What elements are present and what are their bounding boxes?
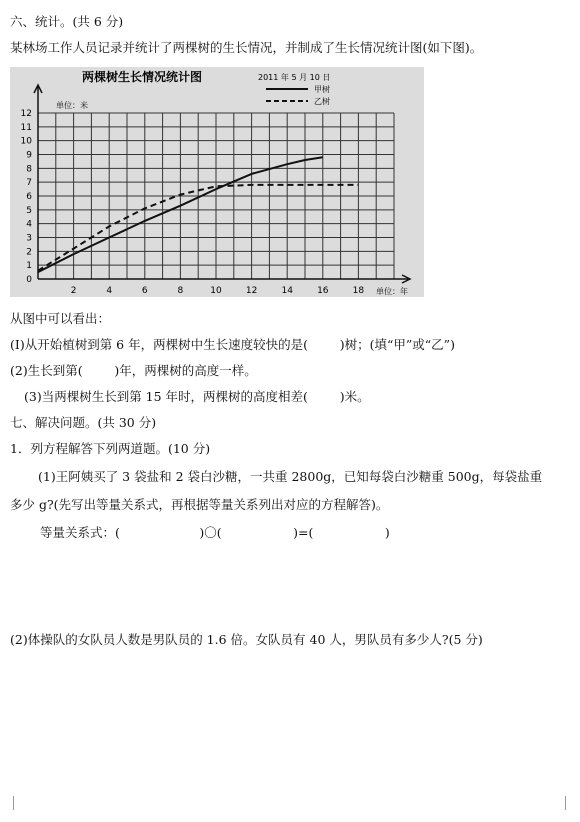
question-3: (3)当两棵树生长到第 15 年时，两棵树的高度相差( )米。 xyxy=(24,389,370,404)
y-tick-label: 3 xyxy=(26,233,32,244)
observe-lead: 从图中可以看出： xyxy=(10,311,111,326)
y-tick-label: 6 xyxy=(26,192,32,202)
chart-date: 2011 年 5 月 10 日 xyxy=(258,73,331,82)
x-tick-label: 2 xyxy=(70,286,77,296)
x-tick-label: 6 xyxy=(141,286,148,296)
legend-label-yi: 乙树 xyxy=(314,97,330,106)
problem-1-title: 1．列方程解答下列两道题。(10 分) xyxy=(10,441,211,456)
section6-intro: 某林场工作人员记录并统计了两棵树的生长情况，并制成了生长情况统计图(如下图)。 xyxy=(10,40,483,55)
equal-relation: 等量关系式：( )〇( )=( ) xyxy=(40,525,390,540)
y-unit-label: 单位：米 xyxy=(56,101,88,110)
y-tick-label: 0 xyxy=(26,275,32,285)
section6-heading: 六、统计。(共 6 分) xyxy=(10,14,124,29)
y-tick-label: 7 xyxy=(26,178,32,189)
x-tick-label: 4 xyxy=(106,286,113,296)
problem-1-text-line1: (1)王阿姨买了 3 袋盐和 2 袋白沙糖，一共重 2800g，已知每袋白沙糖重 500g，每袋盐重 xyxy=(38,469,543,484)
page-edge-right xyxy=(565,796,566,810)
x-tick-label: 18 xyxy=(352,286,365,296)
y-tick-label: 5 xyxy=(26,205,32,216)
page-edge-left xyxy=(13,796,14,810)
y-tick-label: 9 xyxy=(26,150,32,161)
y-tick-label: 11 xyxy=(20,122,32,133)
question-2: (2)生长到第( )年，两棵树的高度一样。 xyxy=(10,363,257,378)
x-tick-label: 12 xyxy=(245,286,258,296)
problem-2: (2)体操队的女队员人数是男队员的 1.6 倍。女队员有 40 人，男队员有多少人?(5 分) xyxy=(10,632,483,647)
y-tick-label: 12 xyxy=(20,109,32,119)
growth-chart-svg xyxy=(10,67,424,297)
y-tick-label: 1 xyxy=(26,261,32,272)
chart-title: 两棵树生长情况统计图 xyxy=(82,70,203,84)
legend-label-jia: 甲树 xyxy=(314,85,330,94)
y-tick-label: 10 xyxy=(20,136,32,147)
x-unit-label: 单位：年 xyxy=(376,287,408,296)
x-tick-label: 8 xyxy=(177,286,184,296)
problem-1-text-line2: 多少 g?(先写出等量关系式，再根据等量关系列出对应的方程解答)。 xyxy=(10,497,389,512)
growth-chart xyxy=(10,67,424,297)
x-tick-label: 10 xyxy=(210,286,222,296)
x-tick-label: 16 xyxy=(317,286,329,296)
y-tick-label: 4 xyxy=(26,219,32,230)
x-tick-label: 14 xyxy=(281,286,293,296)
section7-heading: 七、解决问题。(共 30 分) xyxy=(10,415,157,430)
question-1: (I)从开始植树到第 6 年，两棵树中生长速度较快的是( )树；(填“甲”或“乙”) xyxy=(10,337,455,352)
y-tick-label: 8 xyxy=(26,164,32,175)
y-tick-label: 2 xyxy=(26,247,32,258)
